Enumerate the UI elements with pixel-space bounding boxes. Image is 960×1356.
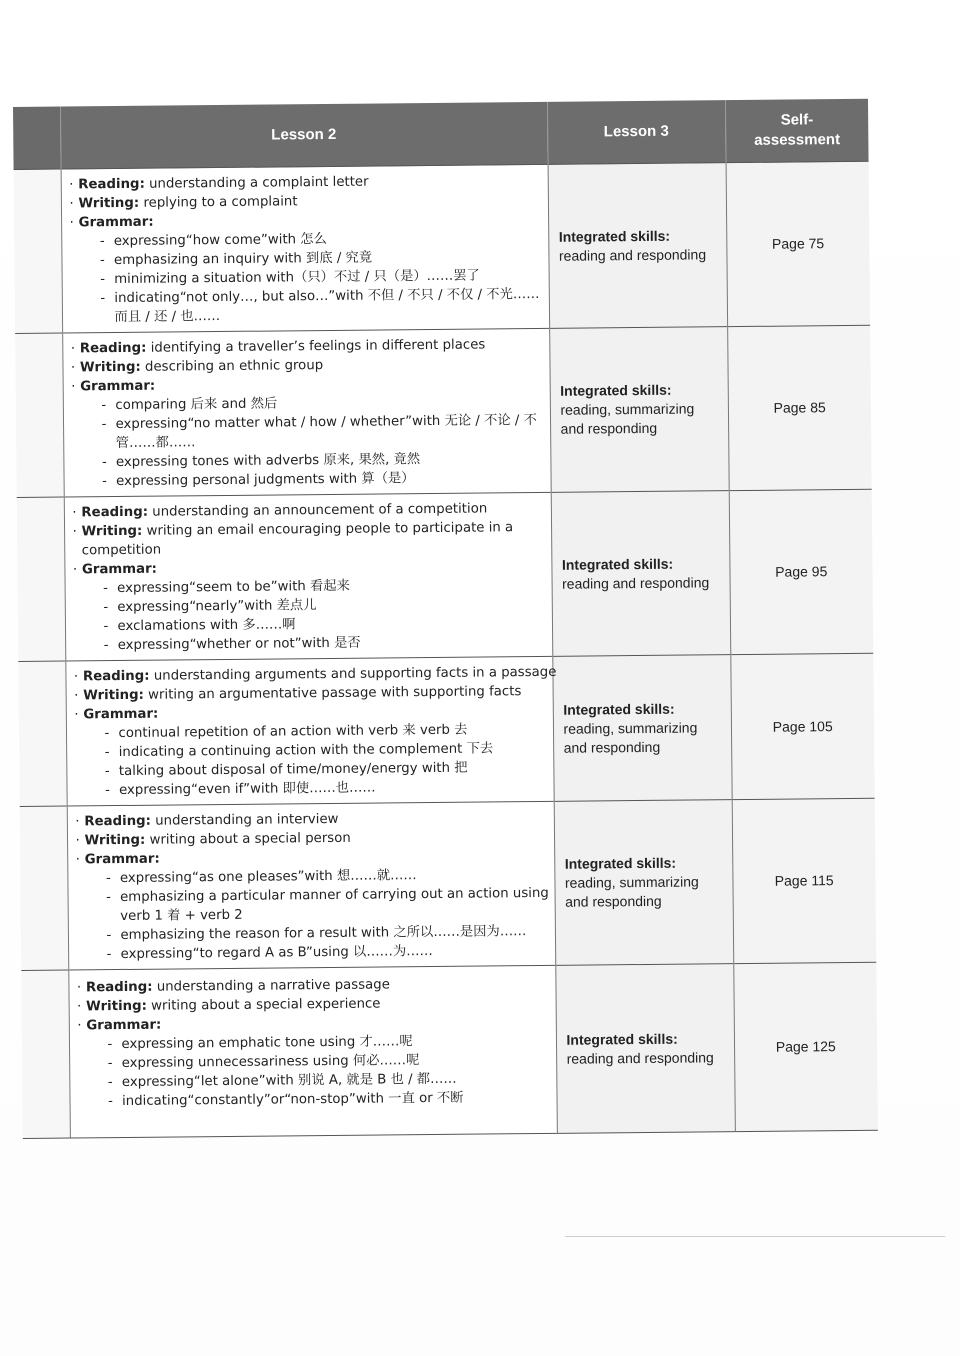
- lesson2-cell: [68, 965, 557, 1138]
- header-self-assessment: Self- assessment: [725, 99, 869, 163]
- table-row: [15, 325, 872, 497]
- lesson2-cell: [64, 492, 553, 661]
- grammar-line: · Grammar:: [75, 851, 160, 868]
- lesson2-cell: [62, 328, 551, 497]
- row-margin-cell: [20, 806, 69, 970]
- grammar-item: - expressing“whether or not”with 是否: [103, 635, 361, 654]
- grammar-item: - expressing“seem to be”with 看起来: [103, 578, 351, 597]
- grammar-item: - expressing“no matter what / how / whether”with 无论 / 不论 / 不: [101, 412, 537, 433]
- grammar-item-continued: verb 1 着 + verb 2: [120, 907, 243, 925]
- lesson3-cell: Integrated skills: reading and responding: [548, 163, 728, 329]
- row-margin-cell: [14, 169, 63, 333]
- scan-artifact-line: [565, 1236, 945, 1237]
- grammar-item: - expressing“even if”with 即使……也……: [104, 780, 376, 799]
- grammar-line: · Grammar:: [72, 561, 158, 578]
- lesson3-cell: Integrated skills: reading, summarizing and responding: [549, 327, 729, 493]
- reading-line: · Reading: understanding a narrative passage: [76, 977, 390, 996]
- self-assessment-page: Page 95: [729, 489, 874, 654]
- lesson3-cell: Integrated skills: reading and responding: [551, 491, 731, 657]
- writing-line-continued: competition: [81, 542, 162, 559]
- header-lesson2: Lesson 2: [60, 102, 548, 169]
- grammar-item: - expressing“nearly”with 差点儿: [103, 598, 317, 616]
- row-margin-cell: [21, 970, 70, 1138]
- grammar-item: - expressing personal judgments with 算（是）: [102, 471, 415, 490]
- grammar-line: · Grammar:: [77, 1017, 162, 1034]
- reading-line: · Reading: understanding an announcement of a competition: [72, 501, 488, 521]
- lesson-overview-table: [13, 99, 878, 1139]
- header-blank-cell: [13, 107, 61, 170]
- writing-line: · Writing: replying to a complaint: [69, 194, 298, 212]
- grammar-item: - minimizing a situation with（只）不过 / 只（是）……罢了: [100, 268, 480, 288]
- row-margin-cell: [17, 497, 66, 661]
- grammar-item: - indicating“not only…, but also…”with 不但 / 不只 / 不仅 / 不光……: [100, 286, 540, 307]
- lesson2-cell: [67, 801, 556, 970]
- grammar-item: - comparing 后来 and 然后: [101, 396, 278, 414]
- grammar-item: - expressing tones with adverbs 原来, 果然, 竟然: [101, 452, 421, 471]
- grammar-item: - talking about disposal of time/money/energy with 把: [104, 760, 468, 780]
- writing-line: · Writing: writing about a special person: [75, 830, 351, 849]
- table-row: [21, 962, 878, 1138]
- grammar-item: - emphasizing a particular manner of carrying out an action using: [106, 885, 549, 906]
- grammar-line: · Grammar:: [71, 378, 156, 395]
- grammar-item-continued: 而且 / 还 / 也……: [114, 309, 221, 326]
- grammar-item: - expressing“as one pleases”with 想……就……: [105, 868, 417, 887]
- lesson2-cell: [65, 656, 557, 806]
- self-assessment-page: Page 85: [727, 325, 872, 490]
- grammar-item: - continual repetition of an action with verb 来 verb 去: [104, 722, 468, 742]
- lesson3-cell: Integrated skills: reading, summarizing and responding: [554, 800, 734, 966]
- grammar-item: - indicating a continuing action with the complement 下去: [104, 741, 494, 761]
- table-row: [18, 653, 874, 806]
- grammar-item: - expressing“how come”with 怎么: [99, 231, 327, 250]
- writing-line: · Writing: writing about a special experience: [77, 996, 381, 1015]
- lesson-overview-table-wrapper: [13, 99, 878, 1139]
- grammar-item: - expressing an emphatic tone using 才……呢: [107, 1034, 413, 1053]
- grammar-item: - indicating“constantly”or“non-stop”with 一直 or 不断: [107, 1090, 464, 1110]
- grammar-item: - exclamations with 多……啊: [103, 617, 296, 635]
- row-margin-cell: [15, 333, 64, 497]
- table-row: [17, 489, 874, 661]
- table-row: [20, 798, 877, 970]
- row-margin-cell: [18, 661, 66, 806]
- grammar-line: · Grammar:: [69, 214, 154, 231]
- table-header-row: [13, 99, 869, 170]
- self-assessment-page: Page 115: [732, 798, 877, 963]
- grammar-item: - expressing“let alone”with 别说 A, 就是 B 也 / 都……: [107, 1071, 457, 1091]
- lesson3-cell: Integrated skills: reading and responding: [555, 964, 735, 1134]
- lesson2-cell: [61, 164, 550, 333]
- reading-line: · Reading: understanding a complaint letter: [69, 174, 369, 193]
- grammar-item: - emphasizing the reason for a result with 之所以……是因为……: [106, 924, 527, 944]
- self-assessment-page: Page 125: [733, 962, 878, 1131]
- self-assessment-page: Page 105: [730, 653, 874, 799]
- header-lesson3: Lesson 3: [547, 100, 726, 164]
- self-assessment-page: Page 75: [726, 161, 871, 326]
- grammar-line: · Grammar:: [74, 706, 159, 723]
- table-row: [14, 161, 871, 333]
- grammar-item: - expressing“to regard A as B”using 以……为……: [106, 944, 433, 963]
- grammar-item: - emphasizing an inquiry with 到底 / 究竟: [99, 250, 373, 269]
- writing-line: · Writing: writing an email encouraging people to participate in a: [72, 520, 514, 540]
- reading-line: · Reading: identifying a traveller’s feelings in different places: [70, 337, 486, 357]
- grammar-item-continued: 管……都……: [115, 435, 196, 452]
- writing-line: · Writing: writing an argumentative passage with supporting facts: [74, 684, 522, 704]
- grammar-item: - expressing unnecessariness using 何必……呢: [107, 1053, 420, 1072]
- lesson3-cell: Integrated skills: reading, summarizing and responding: [552, 655, 731, 802]
- reading-line: · Reading: understanding arguments and supporting facts in a passage: [73, 664, 557, 685]
- reading-line: · Reading: understanding an interview: [75, 811, 339, 830]
- writing-line: · Writing: describing an ethnic group: [70, 358, 324, 376]
